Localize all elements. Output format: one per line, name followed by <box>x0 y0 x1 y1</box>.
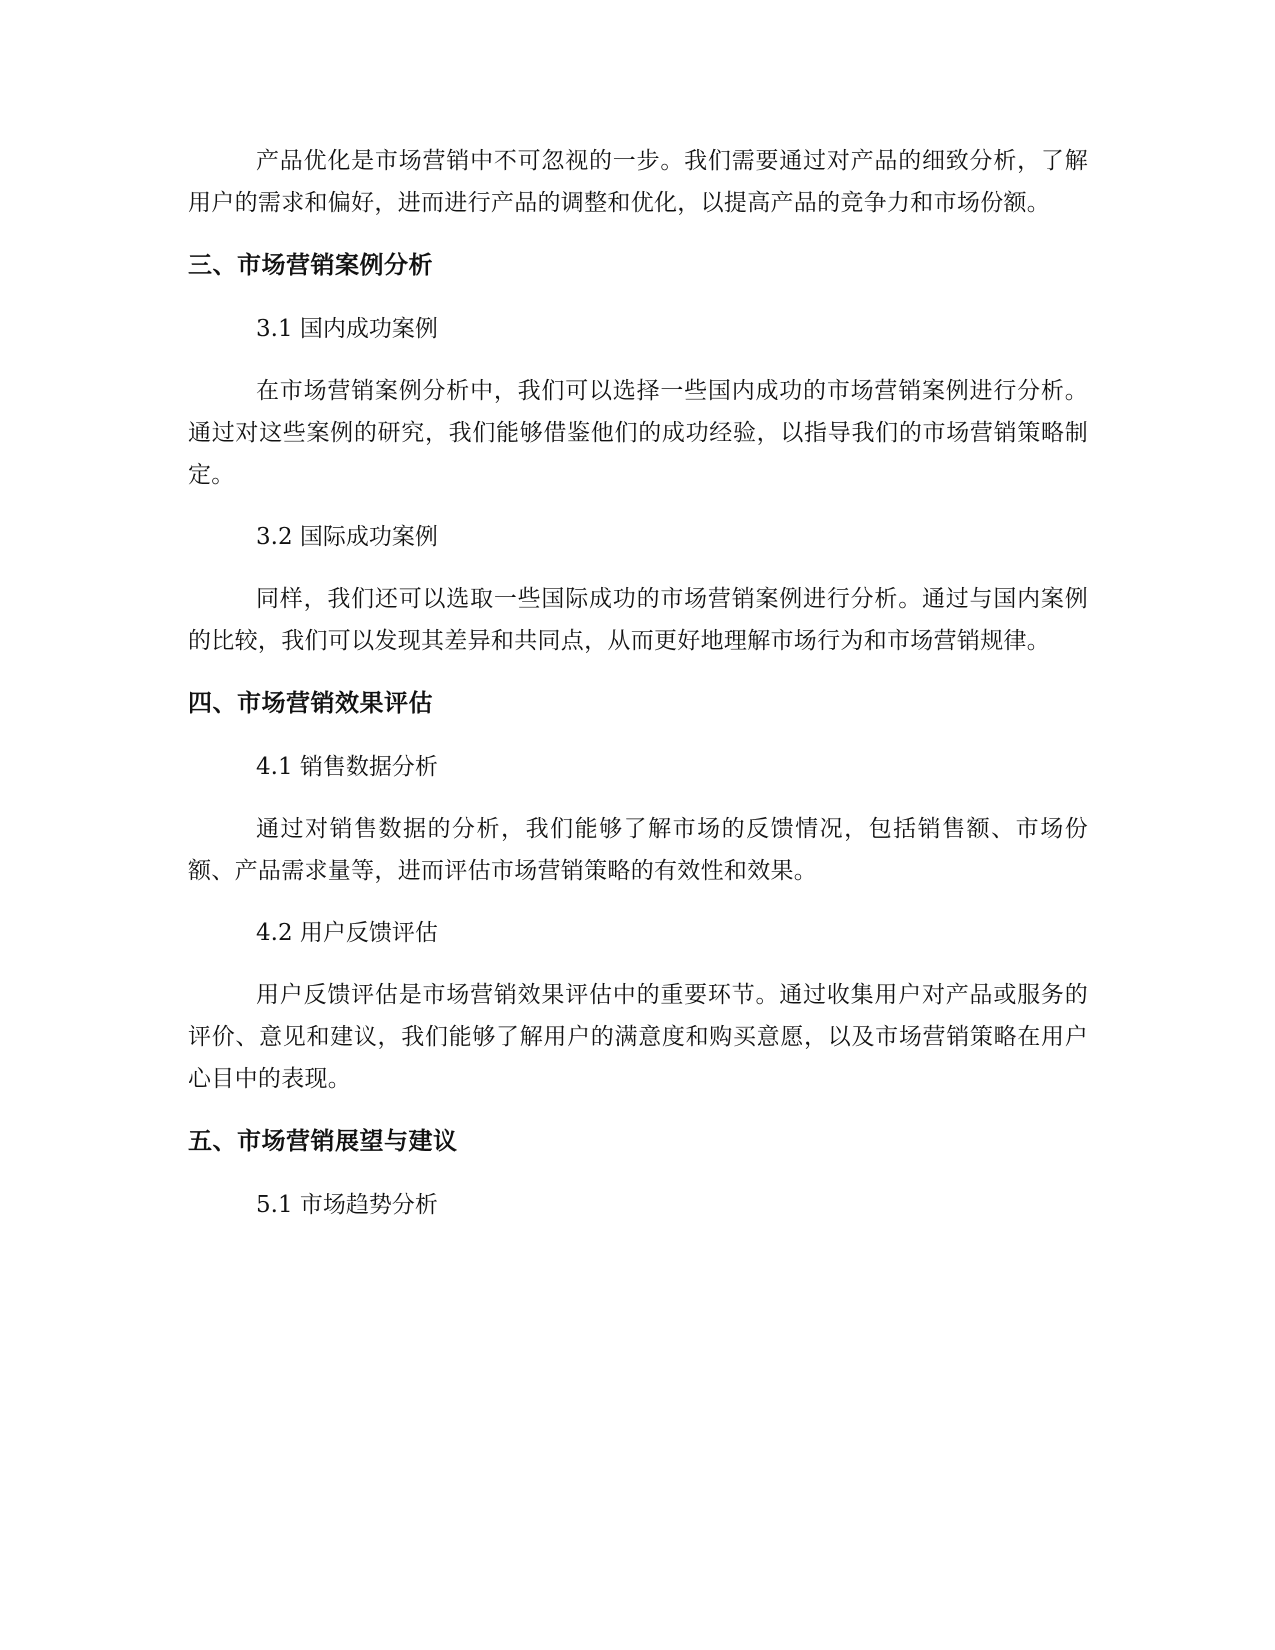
section-5-heading: 五、市场营销展望与建议 <box>188 1127 458 1155</box>
subsection-4-2-title: 4.2 用户反馈评估 <box>256 920 438 946</box>
subsection-3-2-paragraph: 同样，我们还可以选取一些国际成功的市场营销案例进行分析。通过与国内案例的比较，我们可以发现其差异和共同点，从而更好地理解市场行为和市场营销规律。 <box>188 586 1088 654</box>
document-body <box>188 140 1088 1246</box>
subsection-3-1-title: 3.1 国内成功案例 <box>256 316 438 342</box>
intro-paragraph: 产品优化是市场营销中不可忽视的一步。我们需要通过对产品的细致分析，了解用户的需求和偏好，进而进行产品的调整和优化，以提高产品的竞争力和市场份额。 <box>188 148 1088 216</box>
subsection-4-1-title: 4.1 销售数据分析 <box>256 754 438 780</box>
subsection-5-1-title: 5.1 市场趋势分析 <box>256 1192 438 1218</box>
subsection-4-2-paragraph: 用户反馈评估是市场营销效果评估中的重要环节。通过收集用户对产品或服务的评价、意见和建议，我们能够了解用户的满意度和购买意愿，以及市场营销策略在用户心目中的表现。 <box>188 982 1088 1092</box>
subsection-4-1-paragraph: 通过对销售数据的分析，我们能够了解市场的反馈情况，包括销售额、市场份额、产品需求量等，进而评估市场营销策略的有效性和效果。 <box>188 816 1088 884</box>
section-4-heading: 四、市场营销效果评估 <box>188 689 433 717</box>
section-3-heading: 三、市场营销案例分析 <box>188 251 433 279</box>
subsection-3-1-paragraph: 在市场营销案例分析中，我们可以选择一些国内成功的市场营销案例进行分析。通过对这些案例的研究，我们能够借鉴他们的成功经验，以指导我们的市场营销策略制定。 <box>188 378 1088 488</box>
subsection-3-2-title: 3.2 国际成功案例 <box>256 524 438 550</box>
